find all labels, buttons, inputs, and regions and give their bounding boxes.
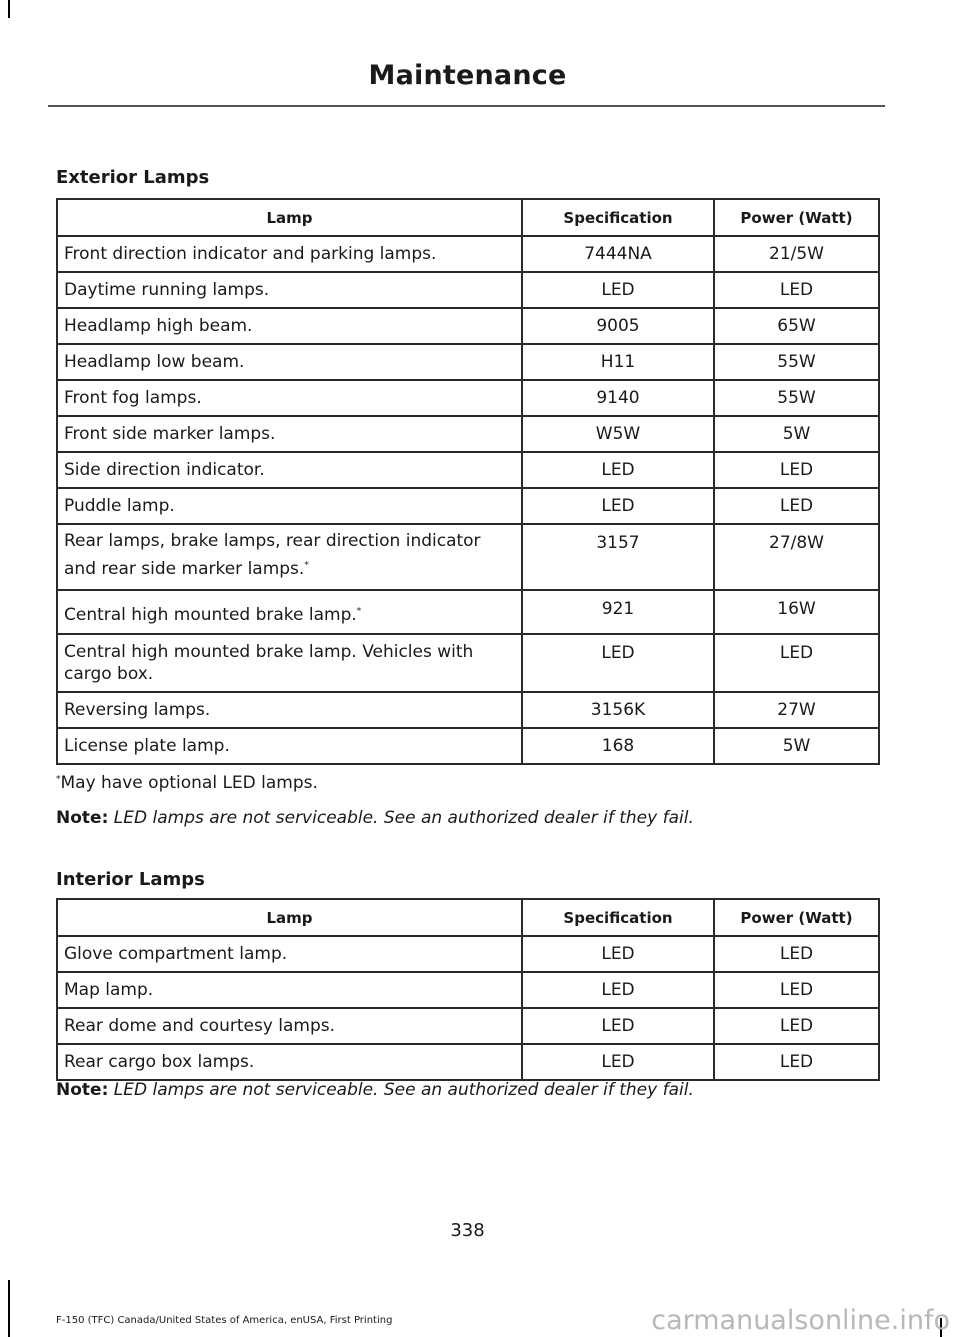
specification-cell: 9005 bbox=[522, 308, 714, 344]
lamp-text-line1: Central high mounted brake lamp. Vehicles with bbox=[64, 642, 474, 662]
table-row bbox=[57, 272, 879, 308]
lamp-cell bbox=[57, 590, 522, 634]
lamp-cell: Headlamp low beam. bbox=[57, 344, 522, 380]
table-row bbox=[57, 972, 879, 1008]
crop-mark-bottom-left bbox=[8, 1280, 10, 1337]
power-cell: LED bbox=[714, 634, 879, 692]
table-row bbox=[57, 524, 879, 590]
power-cell: 55W bbox=[714, 380, 879, 416]
power-cell: LED bbox=[714, 452, 879, 488]
specification-cell: LED bbox=[522, 634, 714, 692]
specification-cell: LED bbox=[522, 272, 714, 308]
footnote-marker: * bbox=[356, 606, 362, 617]
power-cell: LED bbox=[714, 936, 879, 972]
lamp-text-line2: cargo box. bbox=[64, 664, 154, 684]
specification-cell: LED bbox=[522, 972, 714, 1008]
lamp-cell bbox=[57, 634, 522, 692]
interior-note bbox=[56, 1080, 694, 1100]
lamp-text-line2: and rear side marker lamps. bbox=[64, 559, 305, 579]
exterior-note bbox=[56, 808, 694, 828]
table-row bbox=[57, 236, 879, 272]
table-row bbox=[57, 416, 879, 452]
power-cell: 27/8W bbox=[714, 524, 879, 590]
specification-cell: 9140 bbox=[522, 380, 714, 416]
interior-lamps-table bbox=[56, 898, 880, 1081]
footer-edition: F-150 (TFC) Canada/United States of America, enUSA, First Printing bbox=[56, 1315, 393, 1326]
power-cell: LED bbox=[714, 272, 879, 308]
specification-cell: LED bbox=[522, 1044, 714, 1080]
lamp-text-line1: Rear lamps, brake lamps, rear direction indicator bbox=[64, 531, 481, 551]
table-row bbox=[57, 344, 879, 380]
specification-cell: 3157 bbox=[522, 524, 714, 590]
table-row bbox=[57, 452, 879, 488]
column-header-lamp: Lamp bbox=[57, 899, 522, 936]
page-title: Maintenance bbox=[368, 60, 567, 91]
lamp-cell: License plate lamp. bbox=[57, 728, 522, 764]
specification-cell: H11 bbox=[522, 344, 714, 380]
lamp-cell: Map lamp. bbox=[57, 972, 522, 1008]
lamp-cell: Front fog lamps. bbox=[57, 380, 522, 416]
lamp-cell: Puddle lamp. bbox=[57, 488, 522, 524]
lamp-cell bbox=[57, 524, 522, 590]
exterior-lamps-title: Exterior Lamps bbox=[56, 167, 210, 188]
specification-cell: LED bbox=[522, 1008, 714, 1044]
exterior-lamps-table bbox=[56, 198, 880, 765]
table-row bbox=[57, 692, 879, 728]
footnote-text: May have optional LED lamps. bbox=[60, 773, 318, 793]
lamp-cell: Side direction indicator. bbox=[57, 452, 522, 488]
note-text: LED lamps are not serviceable. See an authorized dealer if they fail. bbox=[113, 1080, 694, 1100]
power-cell: 65W bbox=[714, 308, 879, 344]
specification-cell: W5W bbox=[522, 416, 714, 452]
lamp-cell: Reversing lamps. bbox=[57, 692, 522, 728]
lamp-text: Central high mounted brake lamp. bbox=[64, 605, 357, 625]
specification-cell: 7444NA bbox=[522, 236, 714, 272]
table-row bbox=[57, 936, 879, 972]
column-header-power: Power (Watt) bbox=[714, 199, 879, 236]
table-row bbox=[57, 380, 879, 416]
header-divider bbox=[48, 105, 885, 107]
power-cell: LED bbox=[714, 1008, 879, 1044]
column-header-power: Power (Watt) bbox=[714, 899, 879, 936]
page-number: 338 bbox=[450, 1220, 485, 1241]
lamp-cell: Daytime running lamps. bbox=[57, 272, 522, 308]
power-cell: 27W bbox=[714, 692, 879, 728]
lamp-cell: Glove compartment lamp. bbox=[57, 936, 522, 972]
lamp-cell: Front side marker lamps. bbox=[57, 416, 522, 452]
table-row bbox=[57, 728, 879, 764]
table-row bbox=[57, 488, 879, 524]
specification-cell: 168 bbox=[522, 728, 714, 764]
column-header-lamp: Lamp bbox=[57, 199, 522, 236]
note-label: Note: bbox=[56, 808, 109, 828]
power-cell: 21/5W bbox=[714, 236, 879, 272]
power-cell: LED bbox=[714, 488, 879, 524]
watermark: carmanualsonline.info bbox=[651, 1305, 950, 1336]
specification-cell: LED bbox=[522, 452, 714, 488]
power-cell: 5W bbox=[714, 728, 879, 764]
power-cell: LED bbox=[714, 1044, 879, 1080]
column-header-specification: Specification bbox=[522, 199, 714, 236]
table-row bbox=[57, 634, 879, 692]
power-cell: 55W bbox=[714, 344, 879, 380]
power-cell: 5W bbox=[714, 416, 879, 452]
footnote-marker: * bbox=[304, 560, 309, 571]
power-cell: 16W bbox=[714, 590, 879, 634]
lamp-cell: Rear cargo box lamps. bbox=[57, 1044, 522, 1080]
lamp-cell: Front direction indicator and parking lamps. bbox=[57, 236, 522, 272]
note-text: LED lamps are not serviceable. See an authorized dealer if they fail. bbox=[113, 808, 694, 828]
specification-cell: 921 bbox=[522, 590, 714, 634]
table-row bbox=[57, 308, 879, 344]
interior-lamps-title: Interior Lamps bbox=[56, 869, 205, 890]
specification-cell: 3156K bbox=[522, 692, 714, 728]
note-label: Note: bbox=[56, 1080, 109, 1100]
table-row bbox=[57, 1008, 879, 1044]
specification-cell: LED bbox=[522, 936, 714, 972]
table-row bbox=[57, 590, 879, 634]
column-header-specification: Specification bbox=[522, 899, 714, 936]
specification-cell: LED bbox=[522, 488, 714, 524]
power-cell: LED bbox=[714, 972, 879, 1008]
footnote-marker: * bbox=[56, 774, 61, 785]
footnote bbox=[56, 773, 318, 793]
crop-mark-top-left bbox=[8, 0, 10, 18]
lamp-cell: Rear dome and courtesy lamps. bbox=[57, 1008, 522, 1044]
table-row bbox=[57, 1044, 879, 1080]
lamp-cell: Headlamp high beam. bbox=[57, 308, 522, 344]
